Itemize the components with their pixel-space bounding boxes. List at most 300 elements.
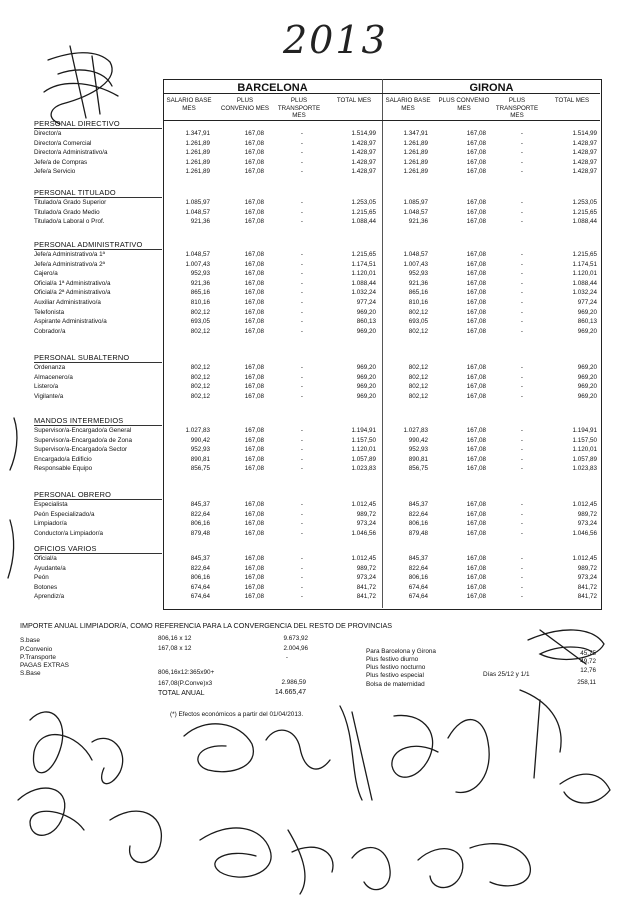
cell-total: 1.194,91 [572,427,597,434]
cell-transp: - [300,218,303,226]
cell-plus: 167,08 [466,130,486,137]
row-label: Cobrador/a [34,327,66,335]
row-label: Titulado/a Grado Superior [34,199,107,206]
cell-transp: - [300,564,303,572]
row-label: Botones [34,583,58,591]
cell-plus: 167,08 [244,318,264,326]
cell-transp: - [300,251,303,258]
cell-base: 806,16 [408,520,428,528]
cell-total: 841,72 [356,593,376,601]
cell-base: 806,16 [190,520,210,528]
cell-total: 969,20 [577,392,597,400]
cell-plus: 167,08 [466,436,486,444]
cell-plus: 167,08 [466,583,486,591]
cell-transp: - [300,529,303,537]
cell-plus: 167,08 [466,510,486,518]
cell-total: 1.012,45 [572,555,597,562]
cell-base: 1.085,97 [403,199,428,206]
cell-base: 810,16 [408,299,428,306]
cell-base: 1.261,89 [185,158,210,166]
row-label: Ordenanza [34,364,66,371]
cell-total: 969,20 [577,364,597,371]
cell-transp: - [520,251,523,258]
cell-base: 822,64 [190,510,210,518]
cell-transp: - [520,383,523,391]
cell-total: 1.157,50 [351,436,376,444]
cell-transp: - [520,593,523,601]
cell-total: 1.088,44 [351,279,376,287]
cell-base: 879,48 [190,529,210,537]
cell-plus: 167,08 [466,427,486,434]
cell-plus: 167,08 [466,251,486,258]
signature-row-1 [30,690,610,803]
cell-total: 969,20 [577,383,597,391]
cell-total: 1.032,24 [351,289,376,297]
cell-plus: 167,08 [244,383,264,391]
cell-transp: - [520,130,523,137]
cell-transp: - [300,139,303,147]
cell-transp: - [300,383,303,391]
cell-transp: - [520,168,523,176]
cell-plus: 167,08 [466,149,486,157]
cell-transp: - [300,520,303,528]
cell-transp: - [300,446,303,454]
cell-plus: 167,08 [466,529,486,537]
cell-base: 1.027,83 [185,427,210,434]
cell-plus: 167,08 [466,139,486,147]
section-title: PERSONAL OBRERO [34,490,112,499]
cell-plus: 167,08 [244,289,264,297]
cell-total: 973,24 [577,520,597,528]
cell-plus: 167,08 [244,427,264,434]
cell-base: 952,93 [190,446,210,454]
row-label: Jefe/a Administrativo/a 1ª [34,251,105,258]
cell-plus: 167,08 [466,318,486,326]
cell-total: 1.253,05 [351,199,376,206]
cell-base: 856,75 [408,465,428,473]
cell-base: 802,12 [408,308,428,316]
cell-transp: - [300,299,303,306]
row-label: Jefe/a de Compras [34,158,88,166]
cell-transp: - [300,465,303,473]
cell-base: 1.261,89 [185,168,210,176]
cell-transp: - [300,436,303,444]
extra-label-diurno: Plus festivo diurno [366,656,419,663]
total-label: TOTAL ANUAL [158,690,205,697]
handwritten-year: 2013 [283,18,388,62]
cell-base: 865,16 [190,289,210,297]
cell-transp: - [300,574,303,582]
cell-base: 921,36 [408,218,428,226]
cell-base: 1.048,57 [185,208,210,216]
cell-transp: - [520,555,523,562]
cell-total: 1.120,01 [351,270,376,278]
cell-plus: 167,08 [466,501,486,508]
cell-base: 1.261,89 [403,158,428,166]
cell-total: 973,24 [356,520,376,528]
cell-transp: - [300,289,303,297]
row-label: Cajero/a [34,270,58,278]
cell-base: 693,05 [190,318,210,326]
cell-base: 1.261,89 [185,149,210,157]
cell-plus: 167,08 [244,529,264,537]
cell-total: 969,20 [356,383,376,391]
cell-total: 1.428,97 [572,168,597,176]
cell-transp: - [300,327,303,335]
cell-plus: 167,08 [466,158,486,166]
cell-total: 1.174,51 [572,260,597,268]
cell-base: 1.048,57 [403,251,428,258]
calc-pagas-1: 806,16x12:365x90+ [158,669,215,676]
extras-heading: Para Barcelona y Girona [366,648,436,655]
cell-transp: - [520,158,523,166]
cell-plus: 167,08 [466,373,486,381]
cell-base: 1.007,43 [403,260,428,268]
cell-plus: 167,08 [244,364,264,371]
cell-total: 989,72 [356,564,376,572]
cell-plus: 167,08 [244,520,264,528]
cell-plus: 167,08 [466,364,486,371]
cell-transp: - [300,158,303,166]
cell-plus: 167,08 [466,593,486,601]
cell-plus: 167,08 [466,270,486,278]
row-label: Auxiliar Administrativo/a [34,299,101,306]
column-header: PLUS CONVENIO MES [220,97,270,112]
cell-plus: 167,08 [244,455,264,463]
cell-total: 973,24 [577,574,597,582]
cell-transp: - [520,364,523,371]
cell-plus: 167,08 [244,279,264,287]
cell-total: 1.428,97 [351,168,376,176]
cell-plus: 167,08 [244,251,264,258]
signature-row-2 [18,788,530,894]
cell-transp: - [300,593,303,601]
cell-transp: - [520,392,523,400]
row-label: Supervisor/a-Encargado/a Sector [34,446,128,454]
cell-transp: - [520,318,523,326]
cell-transp: - [300,318,303,326]
cell-total: 989,72 [577,564,597,572]
cell-transp: - [520,199,523,206]
cell-total: 1.046,56 [351,529,376,537]
annual-label-pconvenio: P.Convenio [20,646,53,653]
row-label: Jefe/a Servicio [34,168,76,176]
cell-plus: 167,08 [244,501,264,508]
cell-transp: - [520,455,523,463]
cell-base: 802,12 [408,327,428,335]
cell-total: 1.120,01 [572,270,597,278]
row-label: Almacenero/a [34,373,73,381]
cell-transp: - [300,373,303,381]
cell-transp: - [300,392,303,400]
cell-total: 1.174,51 [351,260,376,268]
row-label: Encargado/a Edificio [34,455,92,463]
cell-plus: 167,08 [466,392,486,400]
cell-plus: 167,08 [466,383,486,391]
cell-plus: 167,08 [244,392,264,400]
cell-transp: - [300,199,303,206]
cell-plus: 167,08 [466,260,486,268]
cell-transp: - [300,130,303,137]
cell-base: 1.347,91 [403,130,428,137]
section-title: PERSONAL ADMINISTRATIVO [34,240,143,249]
cell-total: 1.514,99 [351,130,376,137]
cell-total: 1.012,45 [572,501,597,508]
cell-plus: 167,08 [244,199,264,206]
cell-plus: 167,08 [244,555,264,562]
cell-plus: 167,08 [466,218,486,226]
cell-base: 674,64 [190,593,210,601]
section-title: PERSONAL DIRECTIVO [34,119,120,128]
cell-base: 1.027,83 [403,427,428,434]
cell-transp: - [520,279,523,287]
cell-transp: - [520,270,523,278]
cell-base: 802,12 [190,308,210,316]
calc-pagas-2: 167,08(P.Conve)x3 [158,680,213,687]
cell-plus: 167,08 [244,158,264,166]
annual-label-pagas: PAGAS EXTRAS [20,662,69,669]
cell-total: 1.215,65 [572,208,597,216]
cell-transp: - [520,139,523,147]
cell-base: 1.261,89 [403,149,428,157]
cell-plus: 167,08 [466,208,486,216]
cell-base: 845,37 [408,555,428,562]
cell-base: 674,64 [190,583,210,591]
cell-base: 802,12 [408,392,428,400]
cell-base: 952,93 [408,446,428,454]
region-barcelona: BARCELONA [237,82,308,94]
cell-plus: 167,08 [244,510,264,518]
cell-base: 802,12 [190,364,210,371]
cell-plus: 167,08 [466,327,486,335]
cell-transp: - [300,427,303,434]
cell-base: 674,64 [408,583,428,591]
cell-base: 1.261,89 [403,168,428,176]
cell-plus: 167,08 [244,130,264,137]
cell-plus: 167,08 [244,308,264,316]
cell-base: 822,64 [408,564,428,572]
cell-total: 977,24 [577,299,597,306]
cell-base: 802,12 [408,383,428,391]
margin-marks [8,418,17,578]
cell-transp: - [300,510,303,518]
cell-total: 1.120,01 [351,446,376,454]
cell-total: 841,72 [577,583,597,591]
cell-transp: - [520,436,523,444]
column-header: TOTAL MES [336,97,372,104]
cell-plus: 167,08 [244,299,264,306]
cell-plus: 167,08 [244,168,264,176]
cell-plus: 167,08 [244,260,264,268]
extra-label-maternidad: Bolsa de maternidad [366,681,425,688]
cell-transp: - [300,208,303,216]
cell-base: 952,93 [190,270,210,278]
extra-value-maternidad: 258,11 [577,679,596,686]
extra-label-especial: Plus festivo especial [366,672,424,679]
cell-total: 1.215,65 [351,208,376,216]
row-label: Peón [34,574,49,582]
cell-total: 1.253,05 [572,199,597,206]
cell-total: 969,20 [356,308,376,316]
column-header: SALARIO BASE MES [385,97,431,112]
cell-base: 890,81 [190,455,210,463]
cell-plus: 167,08 [244,270,264,278]
cell-plus: 167,08 [466,520,486,528]
cell-transp: - [300,501,303,508]
cell-base: 921,36 [190,218,210,226]
cell-total: 1.088,44 [351,218,376,226]
cell-transp: - [300,168,303,176]
signature-top-left [44,46,118,124]
cell-total: 1.215,65 [572,251,597,258]
cell-total: 1.046,56 [572,529,597,537]
cell-total: 1.194,91 [351,427,376,434]
cell-total: 969,20 [356,364,376,371]
cell-total: 841,72 [356,583,376,591]
cell-base: 806,16 [190,574,210,582]
cell-total: 977,24 [356,299,376,306]
cell-base: 822,64 [190,564,210,572]
cell-total: 969,20 [577,327,597,335]
cell-plus: 167,08 [244,583,264,591]
cell-total: 1.057,89 [351,455,376,463]
cell-base: 802,12 [190,392,210,400]
cell-transp: - [520,465,523,473]
cell-plus: 167,08 [244,465,264,473]
extra-value-diurno: 45,75 [580,650,596,657]
cell-transp: - [520,501,523,508]
cell-plus: 167,08 [244,149,264,157]
cell-transp: - [300,583,303,591]
cell-transp: - [520,260,523,268]
cell-total: 860,13 [356,318,376,326]
cell-plus: 167,08 [244,574,264,582]
column-header: SALARIO BASE MES [166,97,212,112]
cell-transp: - [300,149,303,157]
row-label: Director/a [34,130,62,137]
row-label: Oficial/a 2ª Administrativo/a [34,289,111,297]
cell-total: 1.157,50 [572,436,597,444]
cell-total: 969,20 [577,308,597,316]
cell-base: 990,42 [408,436,428,444]
value-ptransporte: - [285,654,288,661]
annual-label-sbase: S.base [20,637,40,644]
cell-plus: 167,08 [466,168,486,176]
cell-transp: - [520,299,523,306]
cell-plus: 167,08 [466,279,486,287]
cell-base: 802,12 [408,364,428,371]
row-label: Peón Especializado/a [34,510,95,518]
cell-total: 1.120,01 [572,446,597,454]
row-label: Titulado/a Grado Medio [34,208,100,216]
cell-transp: - [520,373,523,381]
cell-total: 1.032,24 [572,289,597,297]
cell-total: 1.428,97 [572,149,597,157]
cell-plus: 167,08 [244,327,264,335]
cell-transp: - [520,327,523,335]
extra-value-nocturno: 49,72 [580,658,596,665]
cell-total: 969,20 [356,327,376,335]
cell-base: 802,12 [190,373,210,381]
cell-plus: 167,08 [466,446,486,454]
cell-total: 1.428,97 [572,158,597,166]
value-pconvenio: 2.004,96 [283,645,308,652]
cell-transp: - [520,520,523,528]
cell-base: 845,37 [190,555,210,562]
cell-base: 810,16 [190,299,210,306]
row-label: Director/a Administrativo/a [34,149,108,157]
row-label: Aprendiz/a [34,593,65,601]
cell-plus: 167,08 [244,564,264,572]
row-label: Responsable Equipo [34,465,93,473]
cell-total: 969,20 [356,392,376,400]
cell-base: 952,93 [408,270,428,278]
cell-total: 1.428,97 [351,139,376,147]
cell-base: 845,37 [408,501,428,508]
row-label: Limpiador/a [34,520,67,528]
cell-transp: - [300,270,303,278]
cell-total: 860,13 [577,318,597,326]
column-header: PLUS TRANSPORTE MES [495,97,539,119]
cell-plus: 167,08 [244,218,264,226]
cell-plus: 167,08 [466,564,486,572]
cell-plus: 167,08 [244,208,264,216]
region-girona: GIRONA [469,82,514,94]
cell-total: 969,20 [356,373,376,381]
cell-base: 1.048,57 [185,251,210,258]
row-label: Aspirante Administrativo/a [34,318,107,326]
cell-plus: 167,08 [466,455,486,463]
cell-transp: - [300,260,303,268]
extra-value-especial: 12,76 [580,667,596,674]
cell-total: 969,20 [577,373,597,381]
cell-plus: 167,08 [466,555,486,562]
cell-transp: - [520,564,523,572]
cell-transp: - [520,583,523,591]
cell-base: 693,05 [408,318,428,326]
row-label: Titulado/a Laboral o Prof. [34,218,105,226]
cell-total: 1.514,99 [572,130,597,137]
signature-right-top [528,630,604,664]
row-label: Jefe/a Administrativo/a 2ª [34,260,105,268]
row-label: Especialista [34,501,68,508]
annual-title: IMPORTE ANUAL LIMPIADOR/A, COMO REFERENCIA PARA LA CONVERGENCIA DEL RESTO DE PROVINCIAS [20,621,393,630]
section-title: MANDOS INTERMEDIOS [34,416,124,425]
column-header: PLUS TRANSPORTE MES [277,97,321,119]
row-label: Telefonista [34,308,65,316]
cell-total: 1.428,97 [572,139,597,147]
cell-total: 1.215,65 [351,251,376,258]
calc-pconvenio: 167,08 x 12 [158,645,192,652]
cell-transp: - [300,279,303,287]
cell-base: 1.048,57 [403,208,428,216]
cell-total: 1.012,45 [351,501,376,508]
cell-transp: - [520,446,523,454]
cell-base: 674,64 [408,593,428,601]
cell-base: 1.347,91 [185,130,210,137]
cell-transp: - [520,510,523,518]
cell-base: 1.261,89 [185,139,210,147]
cell-base: 890,81 [408,455,428,463]
cell-transp: - [300,555,303,562]
cell-base: 802,12 [190,383,210,391]
cell-total: 1.088,44 [572,218,597,226]
cell-base: 845,37 [190,501,210,508]
row-label: Director/a Comercial [34,139,92,147]
cell-transp: - [520,308,523,316]
cell-base: 806,16 [408,574,428,582]
cell-total: 973,24 [356,574,376,582]
